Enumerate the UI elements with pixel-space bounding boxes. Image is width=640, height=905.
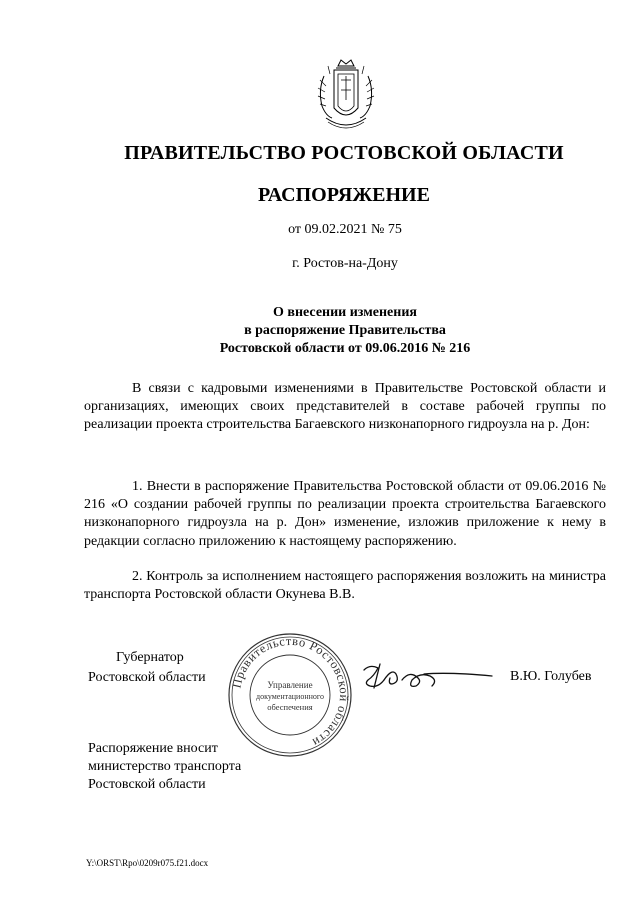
position-line: Ростовской области [88, 670, 206, 685]
document-type: РАСПОРЯЖЕНИЕ [258, 184, 430, 206]
stamp-inner-line: обеспечения [267, 702, 313, 712]
submitted-by-block [88, 740, 241, 794]
submitted-by-line: министерство транспорта [88, 759, 242, 774]
subject-line: в распоряжение Правительства [244, 323, 446, 338]
item-2-text: 2. Контроль за исполнением настоящего распоряжения возложить на министра транспорта Ростовской области Окунева В.В. [84, 569, 606, 603]
coat-of-arms-icon [312, 56, 380, 136]
submitted-by-line: Ростовской области [88, 777, 206, 792]
item-2-paragraph [84, 568, 606, 604]
item-1-paragraph [84, 478, 606, 551]
submitted-by-line: Распоряжение вносит [88, 741, 218, 756]
document-city: г. Ростов-на-Дону [292, 256, 398, 271]
document-date-number: от 09.02.2021 № 75 [288, 222, 402, 237]
intro-text: В связи с кадровыми изменениями в Правительстве Ростовской области и организациях, имеющих своих представителей в составе рабочей группы по реализации проекта строительства Багаевского низконапорного гидроузла на р. Дон: [84, 381, 606, 433]
position-line: Губернатор [116, 650, 184, 665]
subject-line: Ростовской области от 09.06.2016 № 216 [219, 341, 471, 356]
stamp-inner-line: документационного [256, 692, 324, 701]
stamp-inner-line: Управление [267, 680, 313, 690]
organization-title: ПРАВИТЕЛЬСТВО РОСТОВСКОЙ ОБЛАСТИ [124, 142, 564, 164]
item-1-text: 1. Внести в распоряжение Правительства Ростовской области от 09.06.2016 № 216 «О создании рабочей группы по реализации проекта строительства Багаевского низконапорного гидроузла на р. Дон» изменение, изложив приложение к нему в редакции согласно приложению к настоящему распоряжению. [84, 479, 606, 549]
stamp-ring-text: Правительство Ростовской области [229, 633, 352, 750]
signatory-name: В.Ю. Голубев [510, 669, 592, 684]
official-stamp-icon [227, 632, 353, 758]
file-path-footer: Y:\ORST\Rpo\0209r075.f21.docx [86, 858, 209, 868]
subject-line: О внесении изменения [273, 305, 417, 320]
handwritten-signature-icon [360, 658, 498, 698]
intro-paragraph [84, 380, 606, 435]
signatory-position [88, 648, 206, 688]
document-subject [0, 304, 640, 358]
